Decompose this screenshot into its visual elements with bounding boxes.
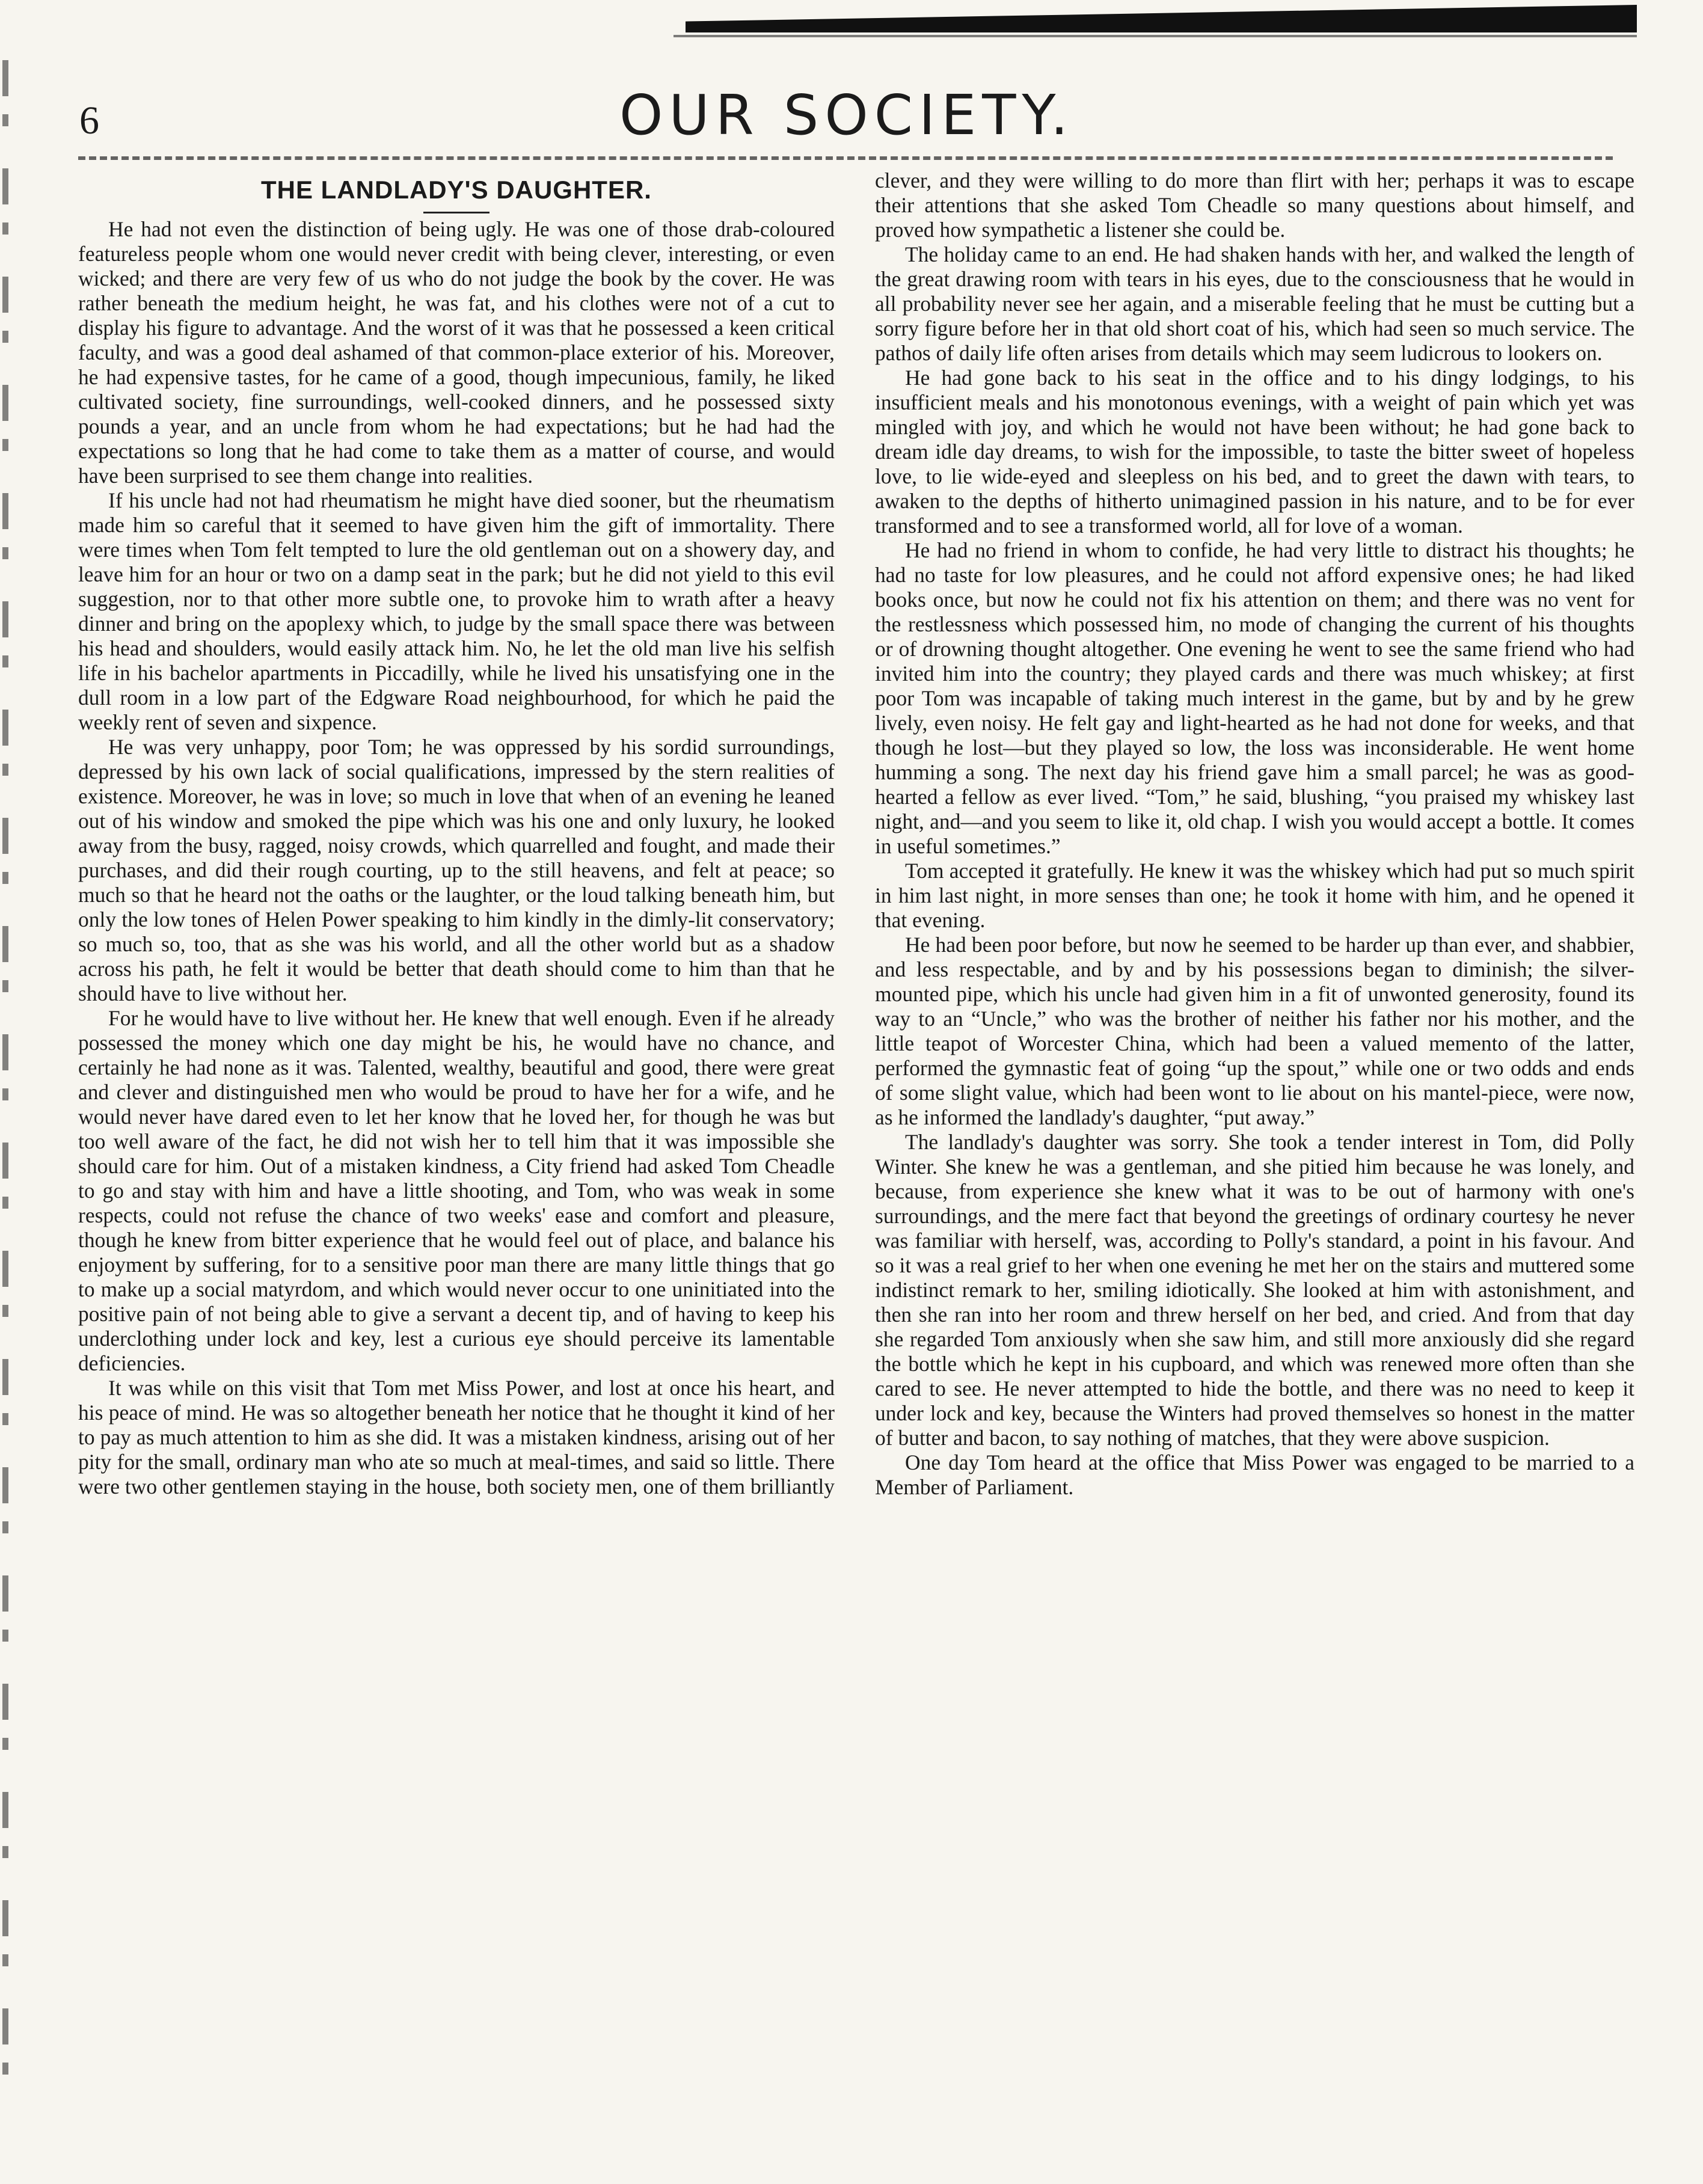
title-rule — [423, 212, 489, 213]
article-title: THE LANDLADY'S DAUGHTER. — [261, 176, 652, 204]
page-binding-edge — [2, 60, 8, 2117]
page-number: 6 — [79, 99, 99, 143]
publication-title: OUR SOCIETY. — [619, 83, 1075, 147]
paragraph: If his uncle had not had rheumatism he might have died sooner, but the rheumatism made him so careful that it seemed to have given him the gift of immortality. There were times when Tom felt tempted to lure the old gentleman out on a showery day, and leave him for an hour or two on a damp seat in the park; but he did not yield to this evil suggestion, nor to that other more subtle one, to provoke him to wrath after a heavy dinner and bring on the apoplexy which, to judge by the small space there was between his head and shoulders, would easily attack him. No, he let the old man live his selfish life in his bachelor apartments in Piccadilly, while he lived his unsatisfying one in the dull room in a low part of the Edgware Road neighbourhood, for which he paid the weekly rent of seven and sixpence. — [78, 488, 835, 734]
paragraph-continued: clever, and they were willing to do more than flirt with her; perhaps it was to escape their attentions that she asked Tom Cheadle so many questions about himself, and proved how sympathetic a listener she could be. — [875, 168, 1634, 242]
paragraph: He was very unhappy, poor Tom; he was oppressed by his sordid surroundings, depressed by his own lack of social qualifications, impressed by the stern realities of existence. Moreover, he was in love; so much in love that when of an evening he leaned out of his window and smoked the pipe which was his one and only luxury, he looked away from the busy, ragged, noisy crowds, which quarrelled and fought, and made their purchases, and did their rough courting, up to the still heavens, and felt at peace; so much so that he heard not the oaths or the laughter, or the loud talking beneath him, but only the low tones of Helen Power speaking to him kindly in the dimly-lit conservatory; so much so, too, that as she was his world, and all the other world but as a shadow across his path, he felt it would be better that death should come to him than that he should have to live without her. — [78, 735, 835, 1005]
paragraph: He had been poor before, but now he seemed to be harder up than ever, and shabbier, and less respectable, and by and by his possessions began to diminish; the silver-mounted pipe, which his uncle had given him in a fit of unwonted generosity, found its way to an “Uncle,” who was the brother of neither his father nor his mother, and the little teapot of Worcester China, which had been a valued memento of the latter, performed the gymnastic feat of going “up the spout,” while one or two odds and ends of some slight value, which had been wont to lie about on his mantel-piece, were now, as he informed the landlady's daughter, “put away.” — [875, 933, 1634, 1129]
right-column — [875, 168, 1634, 1500]
paragraph: The holiday came to an end. He had shaken hands with her, and walked the length of the great drawing room with tears in his eyes, due to the consciousness that he would in all probability never see her again, and a miserable feeling that he must be cutting but a sorry figure before her in that old short coat of his, which had seen so much service. The pathos of daily life often arises from details which may seem ludicrous to lookers on. — [875, 242, 1634, 365]
top-black-rule — [686, 5, 1637, 32]
paragraph: For he would have to live without her. He knew that well enough. Even if he already possessed the money which one day might be his, he would have no chance, and certainly he had none as it was. Talented, wealthy, beautiful and good, there were great and clever and distinguished men who would be proud to have her for a wife, and he would never have dared even to let her know that he loved her, for though he was but too well aware of the fact, he did not wish her to tell him that it was impossible she should care for him. Out of a mistaken kindness, a City friend had asked Tom Cheadle to go and stay with him and have a little shooting, and Tom, who was weak in some respects, could not refuse the chance of two weeks' ease and comfort and pleasure, though he knew from bitter experience that he would feel out of place, and balance his enjoyment by suffering, for to a sensitive poor man there are many little things that go to make up a social matyrdom, and which would never occur to one uninitiated into the positive pain of not being able to give a servant a decent tip, and of having to keep his underclothing under lock and key, lest a curious eye should perceive its lamentable deficiencies. — [78, 1006, 835, 1375]
paragraph: The landlady's daughter was sorry. She took a tender interest in Tom, did Polly Winter. She knew he was a gentleman, and she pitied him because he was lonely, and because, from experience she knew what it was to be out of harmony with one's surroundings, and the mere fact that beyond the greetings of ordinary courtesy he never was familiar with herself, was, according to Polly's standard, a point in his favour. And so it was a real grief to her when one evening he met her on the stairs and muttered some indistinct remark to her, smiling idiotically. She looked at him with astonishment, and then she ran into her room and threw herself on her bed, and cried. And from that day she regarded Tom anxiously when she saw him, and still more anxiously did she regard the bottle which he kept in his cupboard, and which was renewed more often than she cared to see. He never attempted to hide the bottle, and there was no need to keep it under lock and key, because the Winters had proved themselves so honest in the matter of butter and bacon, to say nothing of matches, that they were above suspicion. — [875, 1130, 1634, 1450]
paragraph: It was while on this visit that Tom met Miss Power, and lost at once his heart, and his peace of mind. He was so altogether beneath her notice that he thought it kind of her to pay as much attention to him as she did. It was a mistaken kindness, arising out of her pity for the small, ordinary man who ate so much at meal-times, and said so little. There were two other gentlemen staying in the house, both society men, one of them brilliantly — [78, 1376, 835, 1498]
paragraph: Tom accepted it gratefully. He knew it was the whiskey which had put so much spirit in him last night, in more senses than one; he took it home with him, and he opened it that evening. — [875, 859, 1634, 932]
paragraph: He had gone back to his seat in the office and to his dingy lodgings, to his insufficient meals and his monotonous evenings, with a weight of pain which yet was mingled with joy, and which he would not have been without; he had gone back to dream idle day dreams, to wish for the impossible, to taste the bitter sweet of hopeless love, to lie wide-eyed and sleepless on his bed, and to greet the dawn with tears, to awaken to the depths of hitherto unimagined passion in his nature, and to be for ever transformed and to see a transformed world, all for love of a woman. — [875, 366, 1634, 538]
paragraph: He had not even the distinction of being ugly. He was one of those drab-coloured featureless people whom one would never credit with being clever, interesting, or even wicked; and there are very few of us who do not judge the book by the cover. He was rather beneath the medium height, he was fat, and his clothes were not of a cut to display his figure to advantage. And the worst of it was that he possessed a keen critical faculty, and was a good deal ashamed of that common-place exterior of his. Moreover, he had expensive tastes, for he came of a good, though impecunious, family, he liked cultivated society, fine surroundings, well-cooked dinners, and he possessed sixty pounds a year, and an uncle from whom he had expectations; but he had had the expectations so long that he had come to take them as a matter of course, and would have been surprised to see them change into realities. — [78, 217, 835, 488]
paragraph: He had no friend in whom to confide, he had very little to distract his thoughts; he had no taste for low pleasures, and he could not afford expensive ones; he had liked books once, but now he could not fix his attention on them; and there was no vent for the restlessness which possessed him, no mode of changing the current of his thoughts or of drowning thought altogether. One evening he went to see the same friend who had invited him into the country; they played cards and there was much whiskey; at first poor Tom was incapable of taking much interest in the game, but by and by he grew lively, even noisy. He felt gay and light-hearted as he had not done for weeks, and that though he lost—but they played so low, the loss was inconsiderable. He went home humming a song. The next day his friend gave him a small parcel; he was as good-hearted a fellow as ever lived. “Tom,” he said, blushing, “you praised my whiskey last night, and—and you seem to like it, old chap. I wish you would accept a bottle. It comes in useful sometimes.” — [875, 538, 1634, 858]
left-column — [78, 168, 835, 1499]
header-rule — [78, 156, 1613, 160]
paragraph: One day Tom heard at the office that Miss Power was engaged to be married to a Member of Parliament. — [875, 1450, 1634, 1499]
top-edge-rule — [674, 35, 1637, 37]
